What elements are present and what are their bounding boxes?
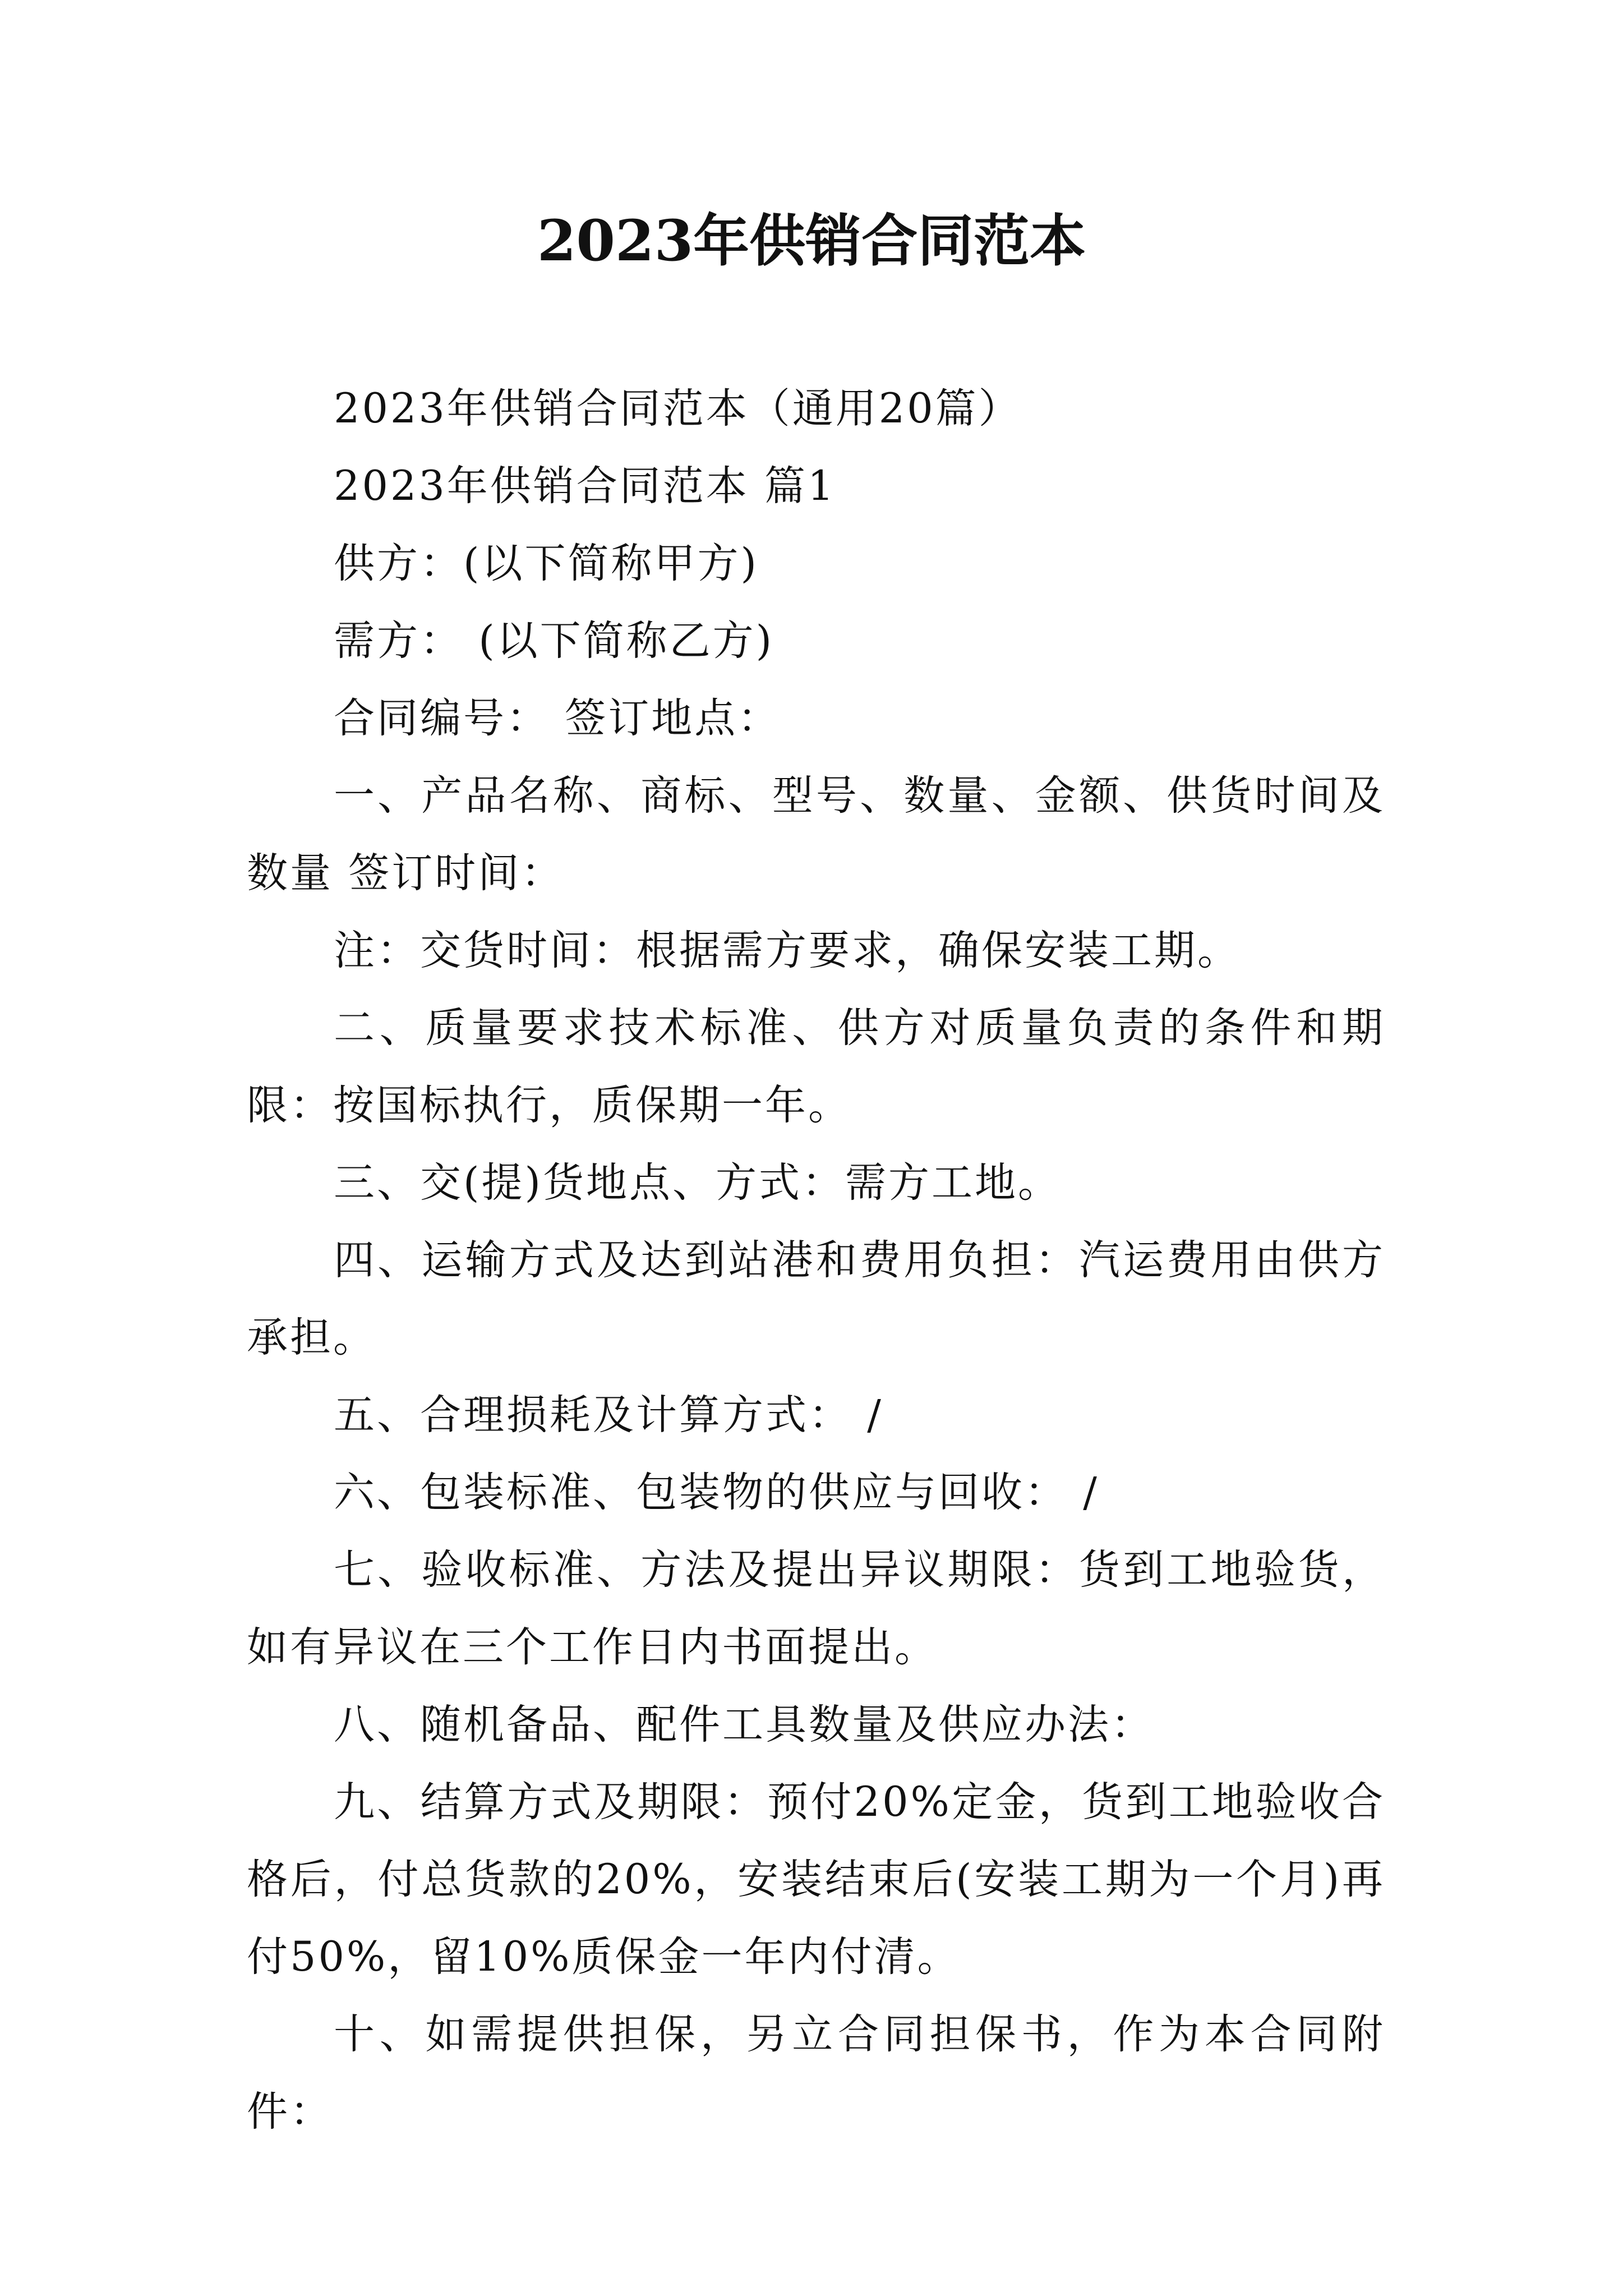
- clause-8-spare-parts: 八、随机备品、配件工具数量及供应办法：: [334, 1701, 1154, 1749]
- clause-6-packaging: 六、包装标准、包装物的供应与回收： /: [334, 1469, 1099, 1516]
- clause-3-delivery-place: 三、交(提)货地点、方式：需方工地。: [334, 1159, 1061, 1207]
- paragraph-buyer: 需方： (以下简称乙方): [334, 617, 774, 665]
- document-body: [247, 370, 1385, 2151]
- clause-7-acceptance: 七、验收标准、方法及提出异议期限：货到工地验货，如有异议在三个工作日内书面提出。: [247, 1546, 1385, 1671]
- paragraph-subtitle: 2023年供销合同范本（通用20篇）: [334, 385, 1022, 432]
- clause-2-quality: 二、质量要求技术标准、供方对质量负责的条件和期限：按国标执行，质保期一年。: [247, 1004, 1385, 1129]
- paragraph-supplier: 供方：(以下简称甲方): [334, 540, 759, 587]
- clause-9-settlement: 九、结算方式及期限：预付20%定金，货到工地验收合格后，付总货款的20%，安装结束后(安装工期为一个月)再付50%，留10%质保金一年内付清。: [247, 1778, 1385, 1981]
- document-title: 2023年供销合同范本: [537, 208, 1086, 274]
- paragraph-section-heading: 2023年供销合同范本 篇1: [334, 462, 836, 510]
- clause-4-transport: 四、运输方式及达到站港和费用负担：汽运费用由供方承担。: [247, 1236, 1385, 1361]
- paragraph-contract-number: 合同编号： 签订地点：: [334, 694, 781, 742]
- clause-1-product: 一、产品名称、商标、型号、数量、金额、供货时间及数量 签订时间：: [247, 772, 1385, 897]
- clause-10-guarantee: 十、如需提供担保，另立合同担保书，作为本合同附件：: [247, 2010, 1385, 2136]
- clause-5-loss: 五、合理损耗及计算方式： /: [334, 1391, 883, 1439]
- clause-note-delivery: 注：交货时间：根据需方要求，确保安装工期。: [334, 927, 1241, 974]
